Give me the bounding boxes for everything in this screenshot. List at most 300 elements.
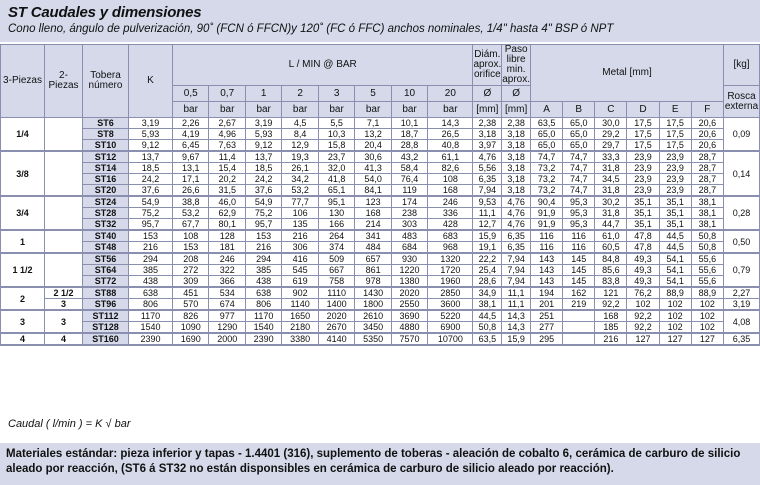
flow-value: 40,8: [428, 140, 473, 152]
flow-value: 2,26: [173, 118, 209, 129]
flow-formula: [8, 418, 131, 430]
flow-value: 1320: [428, 253, 473, 265]
metal-dimension: 17,5: [627, 129, 659, 140]
k-value: 54,9: [129, 196, 173, 208]
flow-value: 1220: [391, 265, 427, 276]
orifice-diameter: 28,6: [473, 276, 502, 288]
flow-value: 18,7: [391, 129, 427, 140]
metal-dimension: 143: [531, 276, 563, 288]
nozzle-number: ST6: [83, 118, 129, 129]
flow-value: 8,4: [282, 129, 318, 140]
metal-dimension: 28,7: [691, 163, 723, 174]
metal-dimension: 23,9: [627, 174, 659, 185]
free-passage: 3,18: [502, 140, 531, 152]
bsp-three-pieces: 3/4: [1, 196, 45, 230]
flow-value: 15,4: [209, 163, 245, 174]
metal-dimension: 145: [563, 276, 595, 288]
flow-value: 11,4: [209, 151, 245, 163]
flow-value: 5,93: [245, 129, 281, 140]
flow-value: 1290: [209, 322, 245, 334]
flow-value: 119: [391, 185, 427, 197]
metal-dimension: 95,3: [563, 208, 595, 219]
free-passage: 6,35: [502, 230, 531, 242]
orifice-diameter: 2,38: [473, 118, 502, 129]
metal-dimension: 34,5: [595, 174, 627, 185]
nozzle-number: ST28: [83, 208, 129, 219]
flow-value: 181: [209, 242, 245, 254]
flow-value: 75,2: [245, 208, 281, 219]
metal-dimension: 23,9: [659, 185, 691, 197]
k-value: 18,5: [129, 163, 173, 174]
metal-dimension: 145: [563, 253, 595, 265]
table-row: [1, 242, 760, 254]
flow-value: 168: [355, 208, 391, 219]
flow-value: 26,6: [173, 185, 209, 197]
free-passage: 3,18: [502, 174, 531, 185]
flow-value: 9,12: [245, 140, 281, 152]
metal-dimension: 54,1: [659, 265, 691, 276]
flow-value: 1110: [318, 287, 354, 299]
bsp-two-pieces: 2 1/2: [45, 287, 83, 299]
free-passage: 4,76: [502, 196, 531, 208]
formula-unit: ( l/min ) = K: [45, 418, 103, 430]
orifice-diameter: 6,35: [473, 174, 502, 185]
metal-dimension: 30,0: [595, 118, 627, 129]
flow-value: 3450: [355, 322, 391, 334]
table-row: [1, 230, 760, 242]
flow-value: 674: [209, 299, 245, 311]
k-value: 438: [129, 276, 173, 288]
metal-dimension: 35,1: [659, 219, 691, 231]
metal-dimension: 88,9: [659, 287, 691, 299]
k-value: 216: [129, 242, 173, 254]
flow-value: 84,1: [355, 185, 391, 197]
free-passage: 7,94: [502, 253, 531, 265]
orifice-diameter: 4,76: [473, 151, 502, 163]
flow-value: 545: [282, 265, 318, 276]
bsp-three-pieces: 1 1/2: [1, 253, 45, 287]
page-title: ST Caudales y dimensiones: [8, 4, 202, 21]
bsp-two-pieces: [45, 230, 83, 253]
metal-dimension: 92,2: [627, 322, 659, 334]
col-thread: Rosca externa: [724, 86, 760, 118]
metal-dimension: 102: [659, 310, 691, 322]
metal-dimension: 55,6: [691, 253, 723, 265]
nozzle-number: ST10: [83, 140, 129, 152]
flow-value: 366: [209, 276, 245, 288]
metal-dimension: 194: [531, 287, 563, 299]
bsp-three-pieces: 2: [1, 287, 45, 310]
k-value: 1540: [129, 322, 173, 334]
flow-value: 322: [209, 265, 245, 276]
bar-unit: bar: [282, 102, 318, 118]
metal-dimension: 23,9: [659, 151, 691, 163]
flow-value: 2000: [209, 333, 245, 345]
flow-value: 1690: [173, 333, 209, 345]
metal-dimension: 219: [563, 299, 595, 311]
bsp-three-pieces: 1: [1, 230, 45, 253]
metal-dimension: 102: [691, 310, 723, 322]
flow-value: 214: [355, 219, 391, 231]
metal-dimension: [563, 322, 595, 334]
flow-value: 1140: [282, 299, 318, 311]
k-value: 2390: [129, 333, 173, 345]
flow-value: 46,0: [209, 196, 245, 208]
bar-unit: bar: [355, 102, 391, 118]
metal-dimension: 47,8: [627, 230, 659, 242]
k-value: 385: [129, 265, 173, 276]
metal-dimension: 168: [595, 310, 627, 322]
orifice-diameter: 25,4: [473, 265, 502, 276]
flow-value: 58,4: [391, 163, 427, 174]
flow-value: 82,6: [428, 163, 473, 174]
metal-dimension: 116: [563, 242, 595, 254]
metal-dimension: 17,5: [627, 140, 659, 152]
bsp-two-pieces: [45, 253, 83, 287]
flow-value: 1800: [355, 299, 391, 311]
metal-dimension: 30,2: [595, 196, 627, 208]
flow-value: 2550: [391, 299, 427, 311]
flow-value: 5220: [428, 310, 473, 322]
flow-value: 902: [282, 287, 318, 299]
flow-value: 26,1: [282, 163, 318, 174]
metal-dimension: 65,0: [563, 140, 595, 152]
flow-value: 264: [318, 230, 354, 242]
flow-value: 2850: [428, 287, 473, 299]
metal-dimension: 38,1: [691, 208, 723, 219]
free-passage: 4,76: [502, 208, 531, 219]
flow-value: 15,8: [318, 140, 354, 152]
flow-value: 1720: [428, 265, 473, 276]
metal-dimension: 74,7: [563, 185, 595, 197]
k-value: 153: [129, 230, 173, 242]
metal-dimension: 74,7: [563, 163, 595, 174]
flow-value: 416: [282, 253, 318, 265]
bar-unit: bar: [209, 102, 245, 118]
pressure-header: 3: [318, 86, 354, 102]
metal-dimension: 74,7: [531, 151, 563, 163]
pressure-header: 10: [391, 86, 427, 102]
nozzle-number: ST96: [83, 299, 129, 311]
flow-value: 570: [173, 299, 209, 311]
table-row: [1, 185, 760, 197]
flow-value: 509: [318, 253, 354, 265]
metal-dimension: 162: [563, 287, 595, 299]
weight-kg: 4,08: [724, 310, 760, 333]
flow-value: 2020: [318, 310, 354, 322]
metal-dimension: [563, 333, 595, 345]
metal-dimension: 31,8: [595, 185, 627, 197]
metal-dimension: 65,0: [563, 118, 595, 129]
metal-dimension: 61,0: [595, 230, 627, 242]
orifice-diameter: 3,97: [473, 140, 502, 152]
metal-dimension: 38,1: [691, 219, 723, 231]
metal-dimension: 73,2: [531, 163, 563, 174]
flow-value: 30,6: [355, 151, 391, 163]
free-passage: 4,76: [502, 219, 531, 231]
flow-value: 619: [282, 276, 318, 288]
orifice-diameter: 11,1: [473, 208, 502, 219]
flow-value: 13,2: [355, 129, 391, 140]
metal-dimension: 185: [595, 322, 627, 334]
metal-dimension: 251: [531, 310, 563, 322]
pressure-header: 0,7: [209, 86, 245, 102]
flow-value: 4140: [318, 333, 354, 345]
flow-value: 10700: [428, 333, 473, 345]
flow-value: 106: [282, 208, 318, 219]
orifice-diameter: 44,5: [473, 310, 502, 322]
flow-value: 1170: [245, 310, 281, 322]
flow-value: 26,5: [428, 129, 473, 140]
nozzle-number: ST88: [83, 287, 129, 299]
metal-dimension: 44,5: [659, 230, 691, 242]
flow-value: 130: [318, 208, 354, 219]
flow-value: 483: [391, 230, 427, 242]
header-band: [0, 0, 760, 42]
free-passage: 11,1: [502, 299, 531, 311]
metal-dimension: 44,5: [659, 242, 691, 254]
bsp-two-pieces: 3: [45, 299, 83, 311]
metal-dimension: 23,9: [627, 185, 659, 197]
col-metal: Metal [mm]: [531, 45, 724, 102]
flow-value: 53,2: [282, 185, 318, 197]
flow-value: 826: [173, 310, 209, 322]
k-value: 806: [129, 299, 173, 311]
flow-value: 61,1: [428, 151, 473, 163]
metal-dimension: 216: [595, 333, 627, 345]
orifice-diameter: 19,1: [473, 242, 502, 254]
flow-value: 5350: [355, 333, 391, 345]
weight-kg: 3,19: [724, 299, 760, 311]
flow-value: 6,45: [173, 140, 209, 152]
flow-value: 930: [391, 253, 427, 265]
metal-dimension: 60,5: [595, 242, 627, 254]
flow-value: 1540: [245, 322, 281, 334]
flow-value: 10,3: [318, 129, 354, 140]
metal-dimension: 28,7: [691, 185, 723, 197]
flow-value: 67,7: [173, 219, 209, 231]
flow-value: 41,3: [355, 163, 391, 174]
flow-value: 153: [173, 242, 209, 254]
flow-value: 978: [355, 276, 391, 288]
bar-unit: bar: [391, 102, 427, 118]
flow-value: 80,1: [209, 219, 245, 231]
flow-value: 684: [391, 242, 427, 254]
free-passage: 7,94: [502, 265, 531, 276]
flow-value: 238: [391, 208, 427, 219]
table-row: [1, 163, 760, 174]
orifice-diameter: 63,5: [473, 333, 502, 345]
flow-value: 667: [318, 265, 354, 276]
col-flow-group: L / MIN @ BAR: [173, 45, 473, 86]
col-nozzle: Tobera número: [83, 45, 129, 118]
page-subtitle: Cono lleno, ángulo de pulverización, 90˚ (FCN ó FFCN)y 120˚ (FC ó FFC) anchos nominales, 1/4" hasta 4" BSP ó NPT: [8, 23, 614, 35]
flow-value: 4880: [391, 322, 427, 334]
free-passage: 6,35: [502, 242, 531, 254]
flow-value: 246: [209, 253, 245, 265]
k-value: 75,2: [129, 208, 173, 219]
flow-value: 294: [245, 253, 281, 265]
flow-value: 341: [355, 230, 391, 242]
pressure-header: 5: [355, 86, 391, 102]
metal-dimension: 143: [531, 265, 563, 276]
metal-dimension: 102: [659, 299, 691, 311]
flow-value: 246: [428, 196, 473, 208]
k-value: 24,2: [129, 174, 173, 185]
orifice-diameter: 15,9: [473, 230, 502, 242]
flow-value: 438: [245, 276, 281, 288]
pressure-header: 0,5: [173, 86, 209, 102]
table-row: [1, 118, 760, 129]
metal-dimension: 127: [627, 333, 659, 345]
metal-dimension: 143: [531, 253, 563, 265]
metal-dimension: 116: [531, 230, 563, 242]
flow-value: 3690: [391, 310, 427, 322]
col-two-pieces: 2-Piezas: [45, 45, 83, 118]
bsp-three-pieces: 1/4: [1, 118, 45, 152]
metal-dimension: 65,0: [531, 129, 563, 140]
metal-dimension: 145: [563, 265, 595, 276]
table-row: [1, 333, 760, 345]
k-value: 3,19: [129, 118, 173, 129]
nozzle-number: ST160: [83, 333, 129, 345]
flow-value: 41,8: [318, 174, 354, 185]
table-row: [1, 276, 760, 288]
flow-value: 758: [318, 276, 354, 288]
metal-dimension: 31,8: [595, 208, 627, 219]
metal-dimension: 38,1: [691, 196, 723, 208]
flow-value: 1960: [428, 276, 473, 288]
flow-value: 428: [428, 219, 473, 231]
orifice-diameter: 9,53: [473, 196, 502, 208]
table-row: [1, 129, 760, 140]
orifice-diameter: 3,18: [473, 129, 502, 140]
flow-value: 18,5: [245, 163, 281, 174]
metal-dimension: 23,9: [659, 174, 691, 185]
flow-value: 174: [391, 196, 427, 208]
metal-dimension: 35,1: [627, 196, 659, 208]
formula-root: √ bar: [105, 418, 131, 430]
flow-value: 5,5: [318, 118, 354, 129]
flow-value: 7,1: [355, 118, 391, 129]
flow-value: 9,67: [173, 151, 209, 163]
orifice-unit: [mm]: [473, 102, 502, 118]
metal-dimension: 49,3: [627, 253, 659, 265]
metal-dimension: 201: [531, 299, 563, 311]
bsp-two-pieces: [45, 118, 83, 152]
flow-value: 306: [282, 242, 318, 254]
flow-value: 10,1: [391, 118, 427, 129]
flow-value: 451: [173, 287, 209, 299]
bsp-two-pieces: 4: [45, 333, 83, 345]
metal-dimension: 54,1: [659, 276, 691, 288]
flow-value: 683: [428, 230, 473, 242]
flow-value: 1380: [391, 276, 427, 288]
metal-dimension: 91,9: [531, 219, 563, 231]
metal-dimension: 74,7: [563, 174, 595, 185]
free-passage: 3,18: [502, 129, 531, 140]
orifice-diameter: 22,2: [473, 253, 502, 265]
flow-value: 13,7: [245, 151, 281, 163]
free-passage-symbol: Ø: [502, 86, 531, 102]
flow-value: 2670: [318, 322, 354, 334]
flow-value: 3600: [428, 299, 473, 311]
metal-dimension: [563, 310, 595, 322]
flow-value: 2,67: [209, 118, 245, 129]
nozzle-number: ST14: [83, 163, 129, 174]
flow-value: 54,0: [355, 174, 391, 185]
metal-dimension: 23,9: [659, 163, 691, 174]
flow-value: 135: [282, 219, 318, 231]
metal-dimension: 277: [531, 322, 563, 334]
flow-value: 32,0: [318, 163, 354, 174]
metal-dimension: 23,9: [627, 163, 659, 174]
free-passage: 14,3: [502, 322, 531, 334]
metal-dimension: 35,1: [659, 208, 691, 219]
flow-value: 53,2: [173, 208, 209, 219]
metal-dimension: 28,7: [691, 151, 723, 163]
flow-value: 216: [282, 230, 318, 242]
flow-value: 374: [318, 242, 354, 254]
col-free-passage: Paso libre min. aprox.: [502, 44, 531, 85]
weight-kg: 6,35: [724, 333, 760, 345]
k-value: 638: [129, 287, 173, 299]
metal-dimension: 31,8: [595, 163, 627, 174]
metal-dimension: 92,2: [627, 310, 659, 322]
metal-letter: C: [595, 102, 627, 118]
metal-letter: B: [563, 102, 595, 118]
flow-value: 128: [209, 230, 245, 242]
metal-dimension: 55,6: [691, 265, 723, 276]
col-kg: [kg]: [724, 45, 760, 86]
bar-unit: bar: [173, 102, 209, 118]
flow-value: 309: [173, 276, 209, 288]
bsp-two-pieces: [45, 196, 83, 230]
flow-value: 4,5: [282, 118, 318, 129]
flow-value: 76,4: [391, 174, 427, 185]
free-passage: 3,18: [502, 185, 531, 197]
metal-dimension: 49,3: [627, 276, 659, 288]
metal-dimension: 35,1: [627, 219, 659, 231]
metal-dimension: 73,2: [531, 174, 563, 185]
table-row: [1, 208, 760, 219]
flow-value: 861: [355, 265, 391, 276]
flow-value: 3,19: [245, 118, 281, 129]
flow-value: 2610: [355, 310, 391, 322]
flow-value: 4,96: [209, 129, 245, 140]
flow-value: 20,4: [355, 140, 391, 152]
free-passage: 11,1: [502, 287, 531, 299]
bar-unit: bar: [245, 102, 281, 118]
metal-dimension: 92,2: [595, 299, 627, 311]
free-passage: 15,9: [502, 333, 531, 345]
flow-value: 62,9: [209, 208, 245, 219]
flow-value: 28,8: [391, 140, 427, 152]
orifice-diameter: 5,56: [473, 163, 502, 174]
nozzle-number: ST72: [83, 276, 129, 288]
flow-value: 638: [245, 287, 281, 299]
weight-kg: 0,50: [724, 230, 760, 253]
weight-kg: 0,28: [724, 196, 760, 230]
metal-dimension: 127: [691, 333, 723, 345]
pressure-header: 20: [428, 86, 473, 102]
metal-dimension: 295: [531, 333, 563, 345]
flow-value: 43,2: [391, 151, 427, 163]
formula-caudal: Caudal: [8, 418, 43, 430]
flow-value: 37,6: [245, 185, 281, 197]
flow-value: 34,2: [282, 174, 318, 185]
metal-dimension: 102: [659, 322, 691, 334]
